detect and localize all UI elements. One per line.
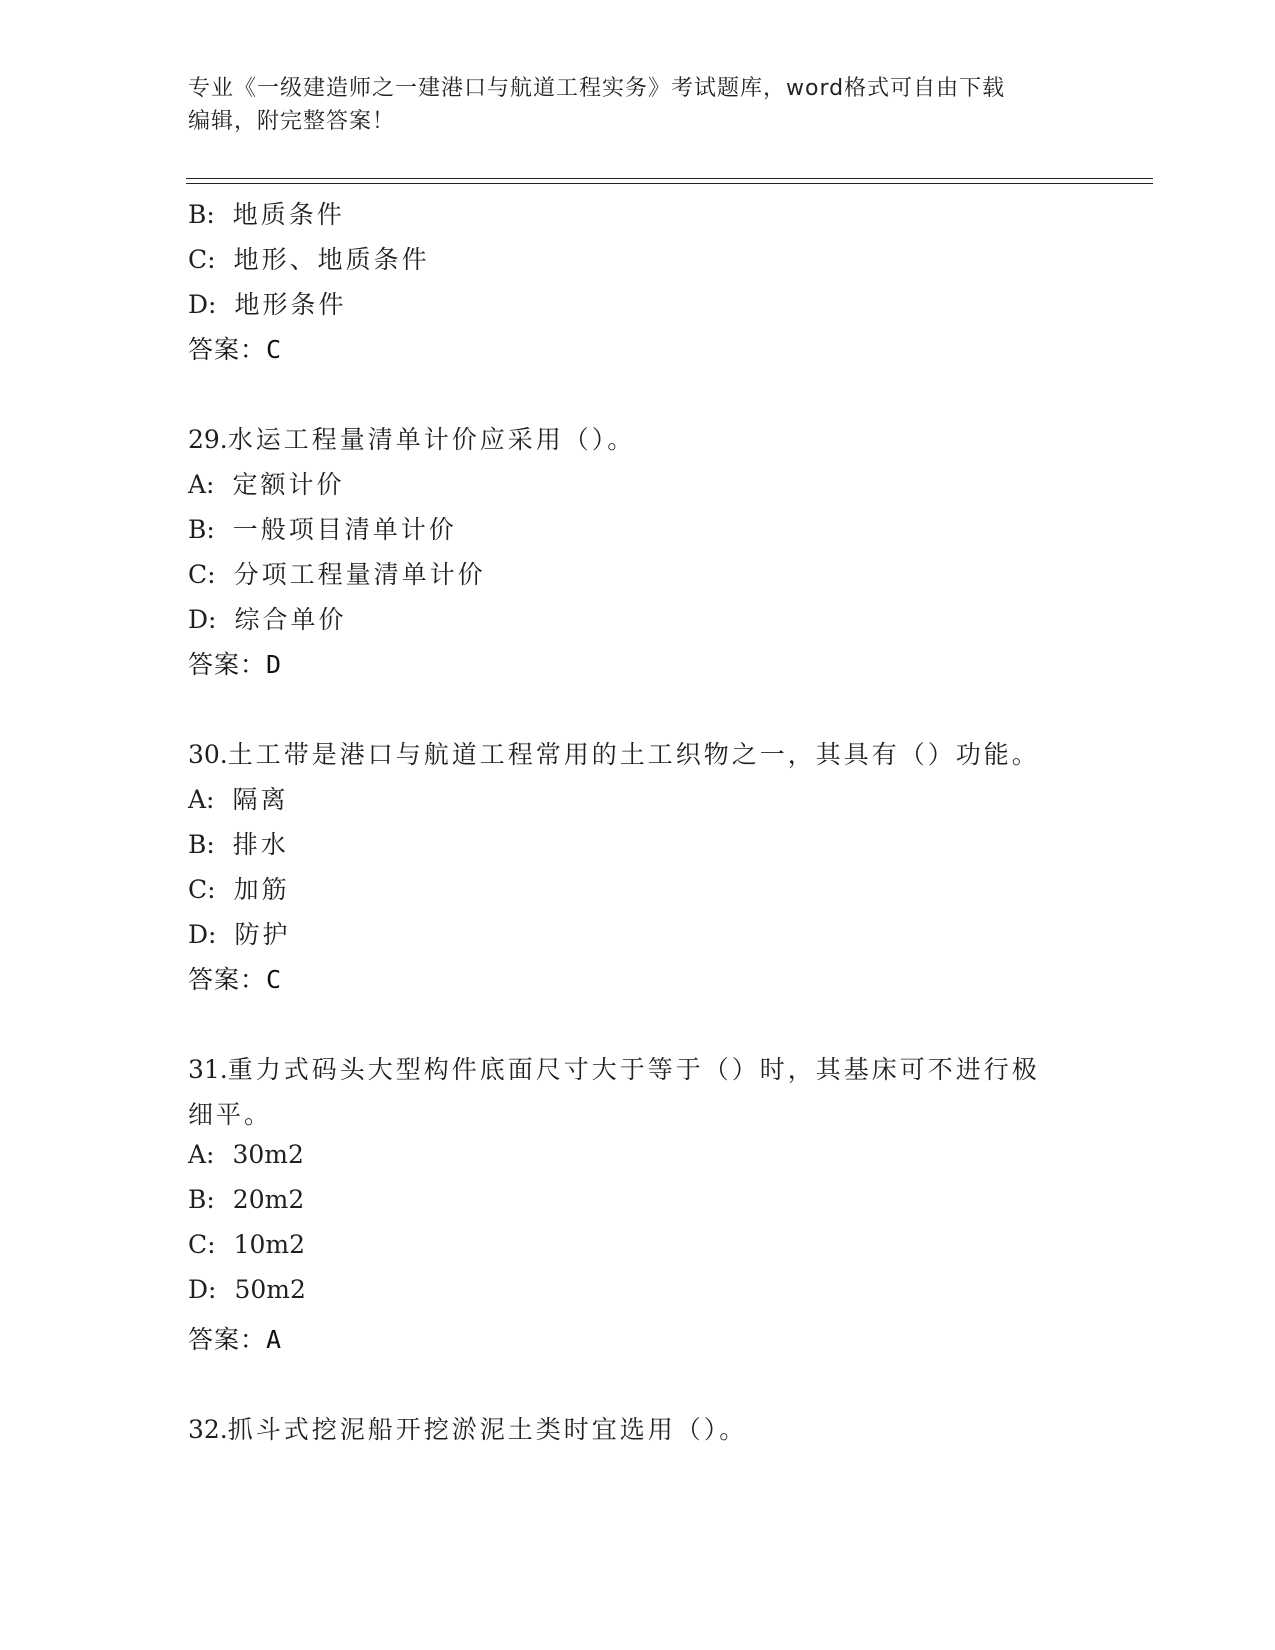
option-text: 30m2 (232, 1140, 304, 1169)
option-row (188, 1140, 304, 1169)
option-row (188, 780, 289, 816)
question-stem (188, 1410, 747, 1446)
question-number: 31. (188, 1055, 228, 1084)
question-stem (188, 420, 635, 456)
option-text: 排水 (232, 830, 289, 859)
option-row (188, 465, 345, 501)
question-text: 土工带是港口与航道工程常用的土工织物之一，其具有（）功能。 (227, 740, 1040, 769)
option-row (188, 825, 289, 861)
option-text: 50m2 (234, 1275, 306, 1304)
option-row (188, 240, 430, 276)
option-text: 20m2 (232, 1185, 305, 1214)
option-text: 定额计价 (232, 470, 345, 499)
header-line-2: 编辑，附完整答案！ (188, 109, 396, 134)
answer-label: 答案： (188, 650, 267, 679)
option-letter: B: (188, 1185, 215, 1214)
question-stem-continuation (188, 1095, 272, 1131)
answer-row (188, 960, 282, 996)
question-stem (188, 735, 1040, 771)
answer-value: D (266, 650, 283, 679)
option-letter: B: (188, 200, 215, 229)
question-number: 32. (188, 1415, 228, 1444)
option-text: 分项工程量清单计价 (233, 560, 486, 589)
option-row (188, 600, 346, 636)
option-text: 地形、地质条件 (233, 245, 430, 274)
document-header (188, 72, 1088, 138)
option-letter: A: (188, 1140, 215, 1169)
header-line-1: 专业《一级建造师之一建港口与航道工程实务》考试题库，word格式可自由下载 (188, 76, 1006, 101)
option-row (188, 870, 290, 906)
option-letter: C: (188, 560, 216, 589)
option-row (188, 1185, 304, 1214)
answer-value: C (266, 335, 283, 364)
option-letter: A: (188, 785, 215, 814)
option-text: 综合单价 (234, 605, 347, 634)
option-row (188, 195, 345, 231)
option-letter: B: (188, 515, 215, 544)
option-text: 10m2 (233, 1230, 305, 1259)
option-letter: A: (188, 470, 215, 499)
answer-label: 答案： (188, 1325, 267, 1354)
option-letter: D: (188, 290, 217, 319)
option-letter: C: (188, 875, 216, 904)
answer-label: 答案： (188, 965, 267, 994)
answer-value: A (266, 1325, 283, 1354)
answer-label: 答案： (188, 335, 267, 364)
option-text: 地质条件 (232, 200, 345, 229)
option-letter: B: (188, 830, 215, 859)
option-row (188, 1275, 306, 1304)
option-row (188, 555, 486, 591)
option-letter: C: (188, 245, 216, 274)
option-text: 地形条件 (234, 290, 347, 319)
question-stem (188, 1050, 1040, 1086)
option-text: 加筋 (233, 875, 290, 904)
option-letter: D: (188, 605, 217, 634)
question-text: 水运工程量清单计价应采用（）。 (227, 425, 636, 454)
option-row (188, 285, 346, 321)
header-rule-bottom (186, 183, 1153, 184)
option-text: 隔离 (232, 785, 289, 814)
question-text: 抓斗式挖泥船开挖淤泥土类时宜选用（）。 (227, 1415, 748, 1444)
answer-row (188, 1320, 282, 1356)
option-text: 一般项目清单计价 (232, 515, 457, 544)
question-number: 30. (188, 740, 228, 769)
option-row (188, 915, 290, 951)
option-letter: D: (188, 920, 217, 949)
option-letter: C: (188, 1230, 216, 1259)
question-text: 细平。 (188, 1100, 273, 1129)
option-row (188, 1230, 305, 1259)
question-number: 29. (188, 425, 228, 454)
header-rule-top (186, 178, 1153, 179)
option-text: 防护 (234, 920, 291, 949)
answer-row (188, 330, 282, 366)
option-letter: D: (188, 1275, 217, 1304)
answer-value: C (266, 965, 283, 994)
option-row (188, 510, 457, 546)
answer-row (188, 645, 282, 681)
question-text: 重力式码头大型构件底面尺寸大于等于（）时，其基床可不进行极 (227, 1055, 1040, 1084)
